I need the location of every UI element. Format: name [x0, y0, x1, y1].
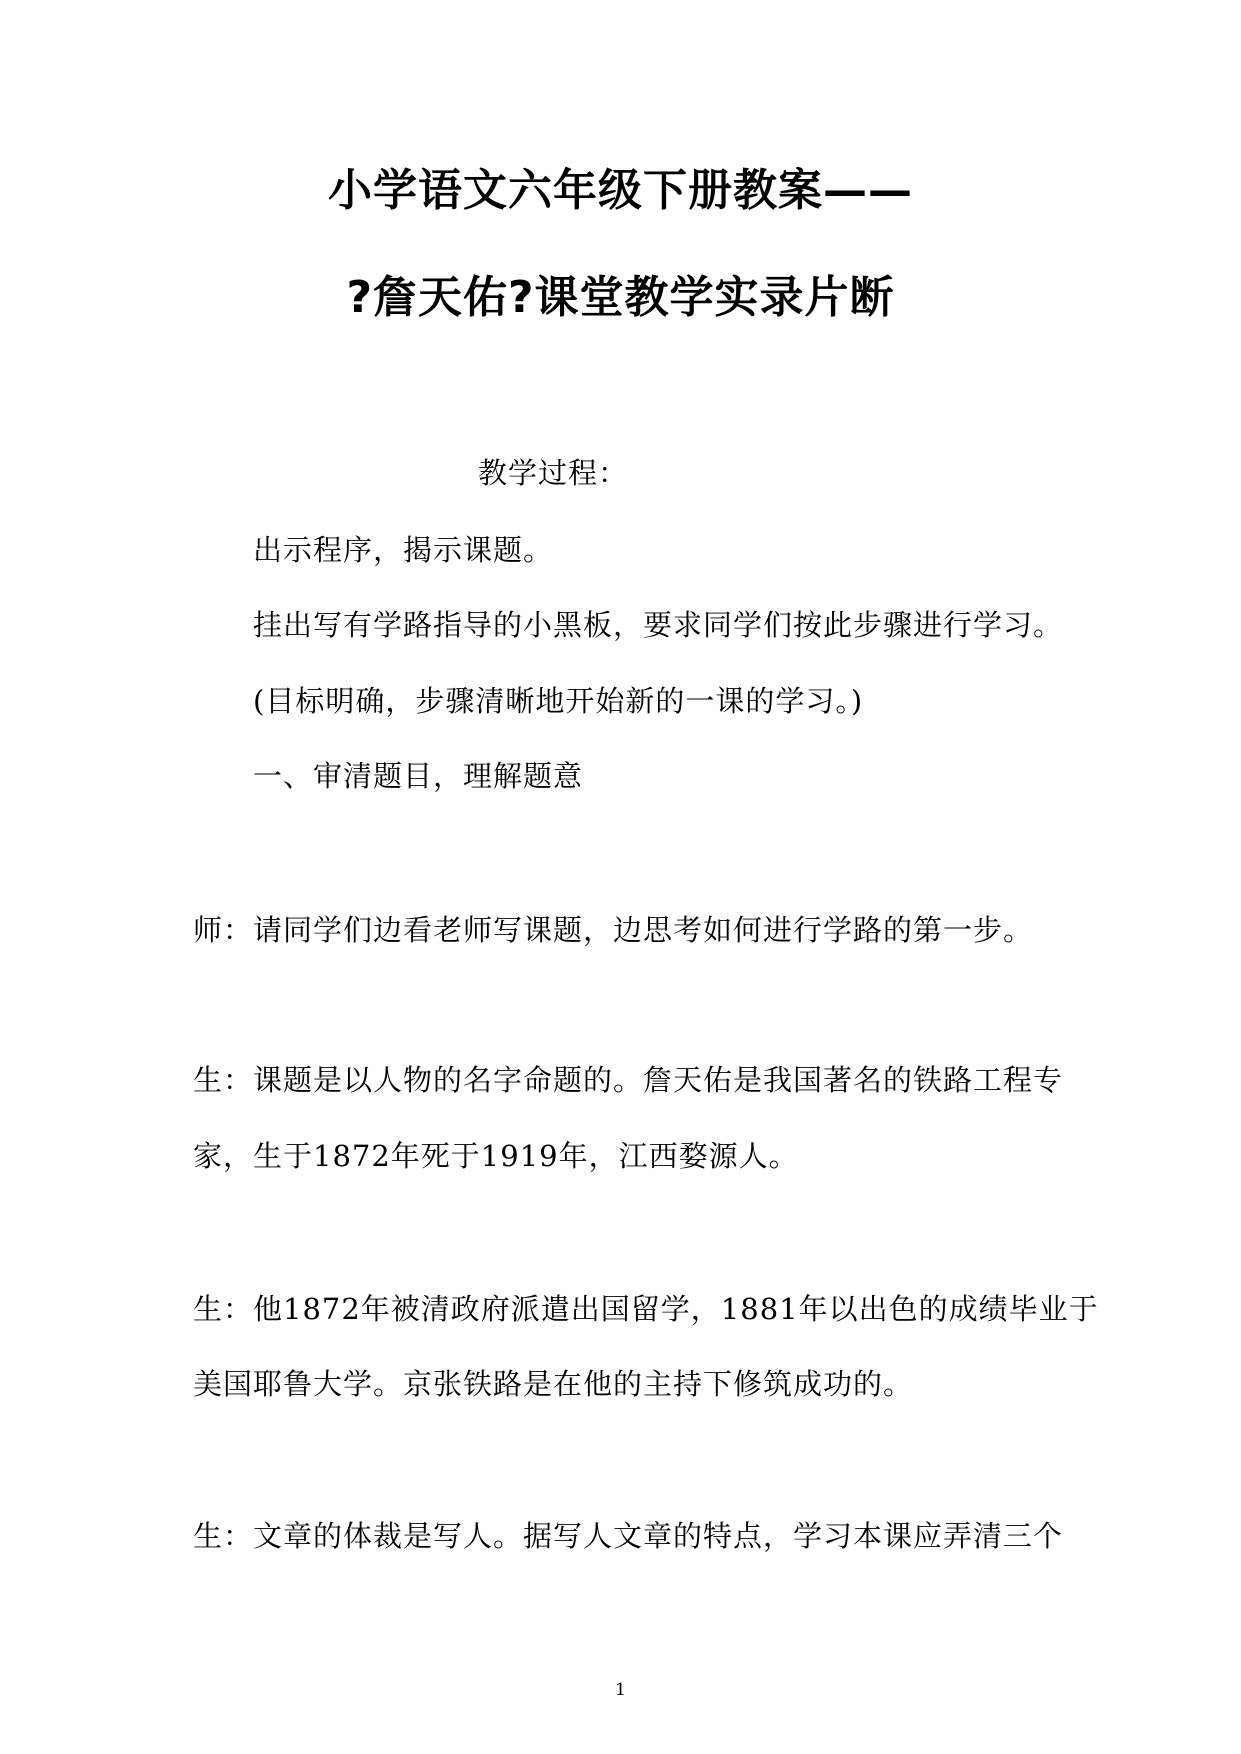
paragraph: (目标明确，步骤清晰地开始新的一课的学习。): [253, 684, 864, 718]
dialogue-line: 生：文章的体裁是写人。据写人文章的特点，学习本课应弄清三个: [193, 1519, 1064, 1553]
paragraph: 出示程序，揭示课题。: [253, 533, 554, 567]
page-number: 1: [615, 1680, 626, 1700]
document-title-line-1: 小学语文六年级下册教案——: [328, 165, 913, 216]
dialogue-line: 师：请同学们边看老师写课题，边思考如何进行学路的第一步。: [193, 913, 1034, 947]
paragraph: 一、审清题目，理解题意: [253, 759, 584, 793]
section-heading: 教学过程：: [478, 456, 629, 490]
document-title-line-2: ?詹天佑?课堂教学实录片断: [346, 272, 895, 323]
dialogue-line: 生：课题是以人物的名字命题的。詹天佑是我国著名的铁路工程专: [193, 1063, 1064, 1097]
paragraph: 挂出写有学路指导的小黑板，要求同学们按此步骤进行学习。: [253, 608, 1064, 642]
dialogue-line: 美国耶鲁大学。京张铁路是在他的主持下修筑成功的。: [193, 1367, 914, 1401]
dialogue-line: 家，生于1872年死于1919年，江西婺源人。: [193, 1139, 799, 1173]
dialogue-line: 生：他1872年被清政府派遣出国留学，1881年以出色的成绩毕业于: [193, 1292, 1099, 1326]
